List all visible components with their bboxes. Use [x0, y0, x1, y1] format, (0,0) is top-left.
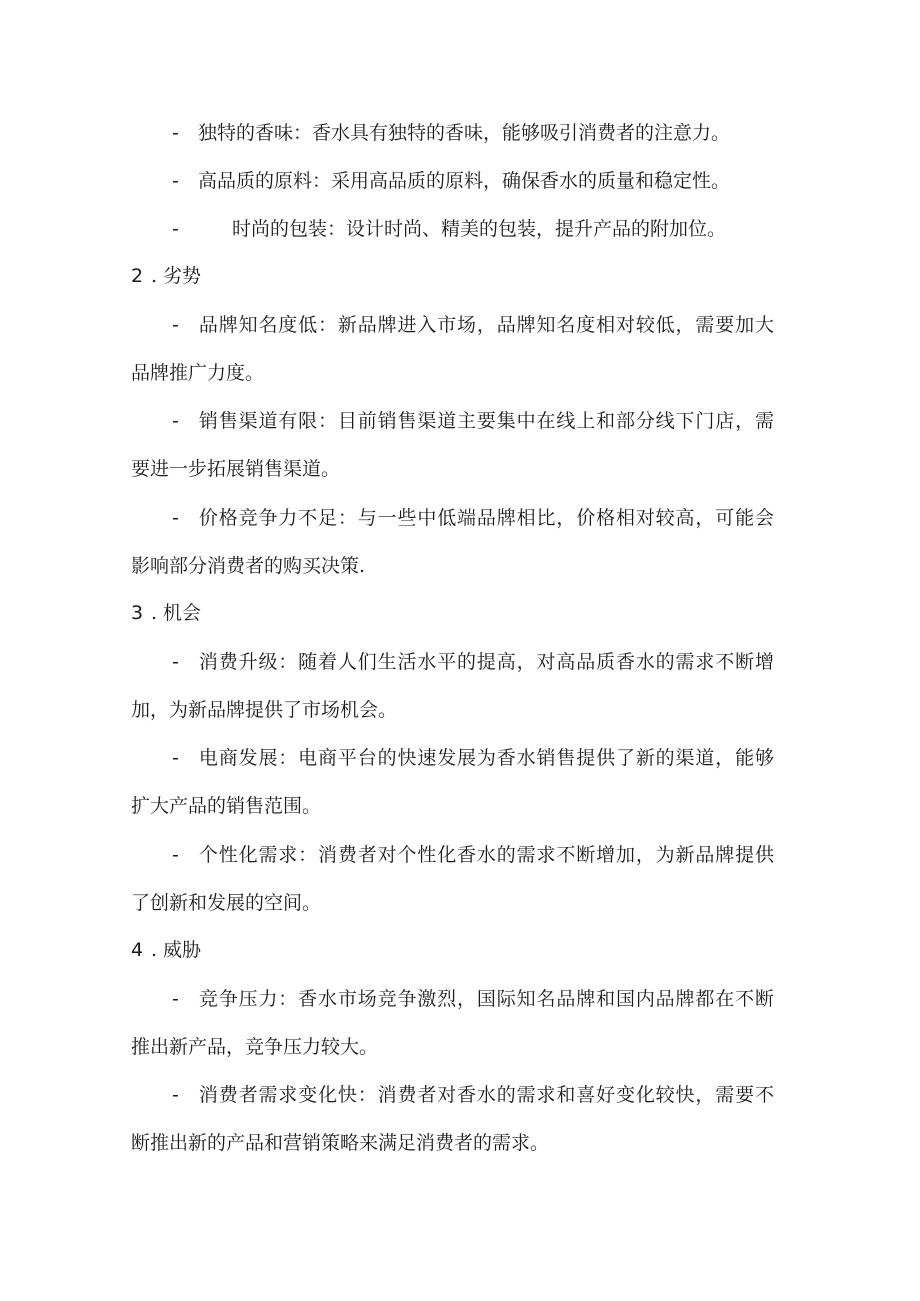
section-title: 劣势: [163, 265, 202, 287]
list-dash: -: [172, 507, 179, 529]
list-item-text: 消费者需求变化快：消费者对香水的需求和喜好变化较快，需要不: [198, 1084, 774, 1106]
list-item: [172, 409, 774, 433]
list-dash: -: [172, 122, 179, 144]
list-item-continuation: 了创新和发展的空间。: [131, 892, 322, 914]
list-item-continuation: 要进一步拓展销售渠道。: [131, 458, 341, 480]
section-dot: .: [151, 939, 158, 961]
list-item: [172, 313, 774, 337]
section-number: 3: [131, 602, 144, 624]
section-heading: [131, 601, 201, 625]
list-dash: -: [172, 1084, 179, 1106]
list-item-text: 价格竞争力不足：与一些中低端品牌相比，价格相对较高，可能会: [198, 507, 774, 529]
list-item: [172, 217, 726, 241]
section-number: 2: [131, 265, 144, 287]
list-item-text: 竞争压力：香水市场竞争激烈，国际知名品牌和国内品牌都在不断: [198, 988, 774, 1010]
section-dot: .: [151, 602, 158, 624]
list-item-text: 个性化需求：消费者对个性化香水的需求不断增加，为新品牌提供: [198, 844, 774, 866]
list-item-text: 电商发展：电商平台的快速发展为香水销售提供了新的渠道，能够: [198, 747, 774, 769]
list-dash: -: [172, 747, 179, 769]
list-item-text: 高品质的原料：采用高品质的原料，确保香水的质量和稳定性。: [198, 170, 731, 192]
list-item: [172, 121, 730, 145]
list-item: [172, 650, 774, 674]
list-item-continuation: 推出新产品，竞争压力较大。: [131, 1036, 379, 1058]
section-heading: [131, 938, 201, 962]
section-title: 机会: [163, 602, 202, 624]
list-dash: -: [172, 988, 179, 1010]
list-dash: -: [172, 844, 179, 866]
list-item-text: 时尚的包装：设计时尚、精美的包装，提升产品的附加位。: [232, 218, 727, 240]
section-heading: [131, 264, 201, 288]
list-item: [172, 843, 774, 867]
list-item-continuation: 影响部分消费者的购买决策.: [131, 555, 366, 577]
list-item: [172, 506, 774, 530]
list-item-continuation: 断推出新的产品和营销策略来满足消费者的需求。: [131, 1132, 550, 1154]
list-item: [172, 169, 730, 193]
list-item: [172, 987, 774, 1011]
list-dash: -: [172, 410, 179, 432]
list-dash: -: [172, 170, 179, 192]
list-item: [172, 746, 774, 770]
list-item-text: 销售渠道有限：目前销售渠道主要集中在线上和部分线下门店，需: [198, 410, 774, 432]
list-item: [172, 1083, 774, 1107]
list-item-continuation: 扩大产品的销售范围。: [131, 795, 322, 817]
list-item-continuation: 品牌推广力度。: [131, 362, 265, 384]
list-item-text: 独特的香味：香水具有独特的香味，能够吸引消费者的注意力。: [198, 122, 731, 144]
list-item-text: 消费升级：随着人们生活水平的提高，对高品质香水的需求不断增: [198, 651, 774, 673]
section-title: 威胁: [163, 939, 202, 961]
list-dash: -: [172, 218, 179, 240]
section-number: 4: [131, 939, 144, 961]
section-dot: .: [151, 265, 158, 287]
list-dash: -: [172, 651, 179, 673]
list-item-text: 品牌知名度低：新品牌进入市场，品牌知名度相对较低，需要加大: [198, 314, 774, 336]
list-item-continuation: 加，为新品牌提供了市场机会。: [131, 699, 398, 721]
list-dash: -: [172, 314, 179, 336]
